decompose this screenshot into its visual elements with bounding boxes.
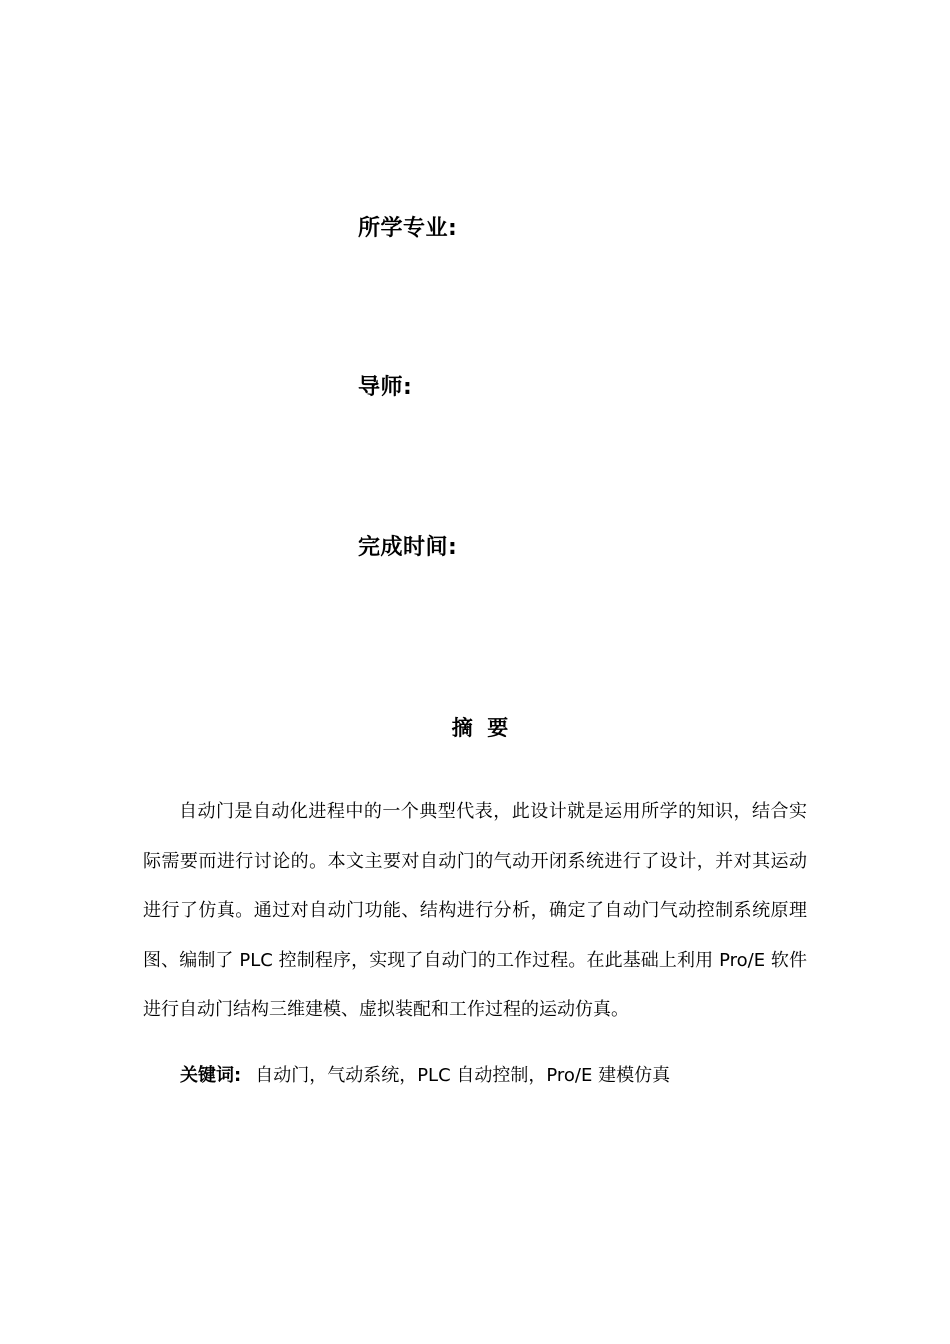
keywords-line [180, 1061, 670, 1091]
abstract-body [143, 787, 807, 1035]
abstract-paragraph: 自动门是自动化进程中的一个典型代表，此设计就是运用所学的知识，结合实际需要而进行讨论的。本文主要对自动门的气动开闭系统进行了设计，并对其运动进行了仿真。通过对自动门功能、结构进行分析，确定了自动门气动控制系统原理图、编制了 PLC 控制程序，实现了自动门的工作过程。在此基础上利用 Pro/E 软件进行自动门结构三维建模、虚拟装配和工作过程的运动仿真。 [143, 801, 807, 1020]
keywords-label: 关键词: [180, 1065, 242, 1086]
keywords-value: 自动门，气动系统，PLC 自动控制，Pro/E 建模仿真 [255, 1065, 671, 1086]
completion-date-label: 完成时间: [358, 535, 458, 560]
abstract-heading-text: 摘 要 [451, 716, 509, 740]
abstract-heading [0, 713, 950, 743]
major-label: 所学专业: [358, 216, 458, 241]
advisor-label: 导师: [358, 375, 413, 400]
